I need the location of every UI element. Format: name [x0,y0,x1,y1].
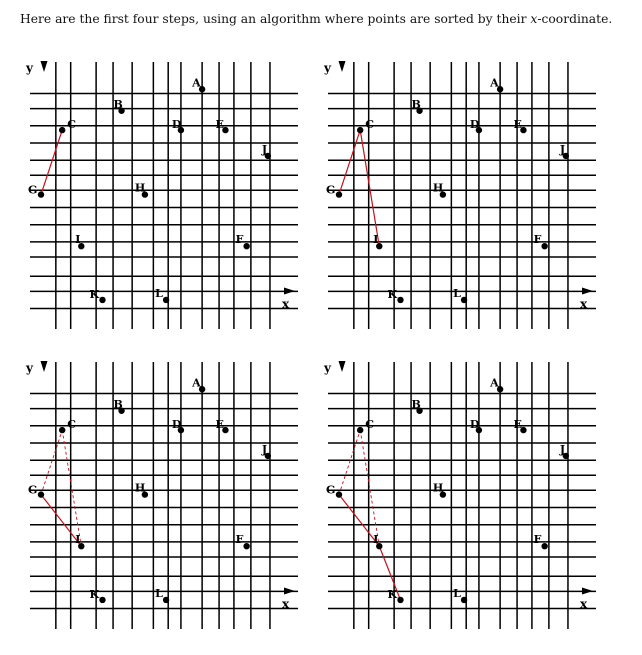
step-2-panel [318,55,618,355]
point-label-G: G [326,483,336,497]
point-label-E: E [215,118,224,132]
point-label-L: L [155,586,163,600]
x-axis-arrow-icon [284,288,295,295]
point-G [38,491,44,497]
point-label-A: A [192,376,201,390]
point-label-B: B [411,397,421,411]
point-label-L: L [155,286,163,300]
point-label-C: C [67,118,76,132]
caption-text-end: -coordinate. [537,12,613,26]
point-label-K: K [89,587,100,601]
y-axis-label: y [26,361,33,375]
x-axis-label: x [282,597,290,611]
hull-edge-GC [41,130,62,195]
point-label-K: K [89,287,100,301]
step-1-panel [20,55,320,355]
point-label-C: C [67,418,76,432]
y-axis-label: y [324,61,331,75]
x-axis-label: x [282,297,290,311]
point-L [163,297,169,303]
y-axis-arrow-icon [339,61,346,72]
point-label-E: E [513,418,522,432]
point-label-E: E [215,418,224,432]
point-label-C: C [365,118,374,132]
point-label-I: I [373,233,379,247]
point-label-A: A [490,76,499,90]
x-axis-label: x [580,597,588,611]
point-G [38,191,44,197]
point-label-J: J [559,142,566,156]
x-axis-label: x [580,297,588,311]
step-3-panel [20,355,320,655]
point-label-J: J [261,142,268,156]
point-label-F: F [533,533,542,547]
point-label-F: F [235,533,244,547]
point-C [357,427,363,433]
point-label-D: D [171,418,182,432]
caption-variable: x [530,12,538,26]
point-label-L: L [453,586,461,600]
point-label-B: B [411,97,421,111]
point-label-K: K [387,587,398,601]
point-label-D: D [469,418,480,432]
point-label-I: I [373,533,379,547]
caption-text: Here are the first four steps, using an algorithm where points are sorted by their [20,12,531,26]
point-label-L: L [453,286,461,300]
point-label-B: B [113,97,123,111]
point-label-I: I [75,533,81,547]
x-axis-arrow-icon [582,288,593,295]
point-C [357,127,363,133]
point-label-G: G [326,183,336,197]
y-axis-label: y [324,361,331,375]
point-label-A: A [192,76,201,90]
point-label-H: H [134,481,146,495]
point-label-A: A [490,376,499,390]
point-F [541,243,547,249]
point-L [163,597,169,603]
point-label-F: F [235,233,244,247]
x-axis-arrow-icon [284,588,295,595]
hull-edge-dashed-CI [62,430,81,546]
hull-edge-dashed-GC [41,430,62,495]
point-K [397,597,403,603]
point-K [99,297,105,303]
y-axis-label: y [26,61,33,75]
y-axis-arrow-icon [339,361,346,372]
point-L [461,597,467,603]
point-label-E: E [513,118,522,132]
point-label-B: B [113,397,123,411]
hull-edge-dashed-CI [360,430,379,546]
caption [20,12,620,26]
y-axis-arrow-icon [41,61,48,72]
point-L [461,297,467,303]
point-F [541,543,547,549]
point-label-I: I [75,233,81,247]
point-label-H: H [432,181,444,195]
point-G [336,191,342,197]
point-label-D: D [469,118,480,132]
point-F [243,543,249,549]
point-label-J: J [559,442,566,456]
point-K [397,297,403,303]
point-label-J: J [261,442,268,456]
point-G [336,491,342,497]
y-axis-arrow-icon [41,361,48,372]
point-label-G: G [28,183,38,197]
point-label-G: G [28,483,38,497]
hull-edge-dashed-GC [339,430,360,495]
point-label-H: H [432,481,444,495]
hull-edge-GC [339,130,360,195]
hull-edge-CI [360,130,379,246]
point-C [59,427,65,433]
point-F [243,243,249,249]
point-C [59,127,65,133]
point-label-F: F [533,233,542,247]
point-label-C: C [365,418,374,432]
step-4-panel [318,355,618,655]
point-K [99,597,105,603]
point-label-D: D [171,118,182,132]
x-axis-arrow-icon [582,588,593,595]
point-label-H: H [134,181,146,195]
point-label-K: K [387,287,398,301]
